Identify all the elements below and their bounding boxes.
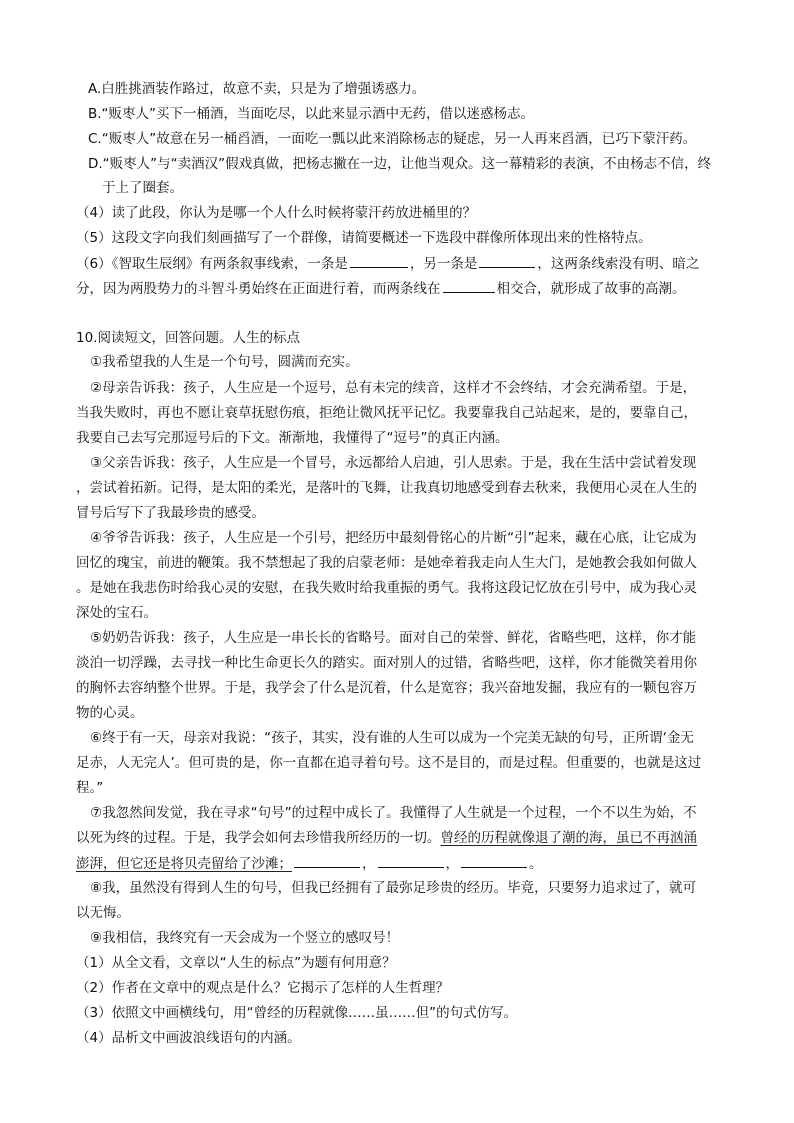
period: 。 xyxy=(529,856,543,872)
comma: ， xyxy=(445,856,459,872)
q6-text-e: 相交合，就形成了故事的高潮。 xyxy=(496,281,686,297)
paragraph-4-line-2: 回忆的瑰宝，前进的鞭策。我不禁想起了我的启蒙老师：是她牵着我走向人生大门，是她教会我如何做人 xyxy=(76,555,697,571)
paragraph-7-line-2 xyxy=(76,828,697,848)
option-a: A.白胜挑酒装作路过，故意不卖，只是为了增强诱惑力。 xyxy=(88,81,426,97)
answer-blank[interactable] xyxy=(479,253,535,268)
paragraph-4-line-3: 。是她在我悲伤时给我心灵的安慰，在我失败时给我重振的勇气。我将这段记忆放在引号中，成为我心灵 xyxy=(76,580,697,596)
option-b: B.“贩枣人”买下一桶酒，当面吃尽，以此来显示酒中无药，借以迷惑杨志。 xyxy=(88,106,535,122)
paragraph-2-line-1: ②母亲告诉我：孩子，人生应是一个逗号，总有未完的续音，这样才不会终结，才会充满希望。于是， xyxy=(90,380,697,396)
paragraph-5-line-4: 物的心灵。 xyxy=(76,705,144,721)
underlined-sentence: 曾经的历程就像退了潮的海，虽已不再汹涌 xyxy=(440,830,697,846)
paragraph-2-line-3: 我要自己去写完那逗号后的下文。渐渐地，我懂得了“逗号”的真正内涵。 xyxy=(76,430,509,446)
paragraph-5-line-1: ⑤奶奶告诉我：孩子，人生应是一串长长的省略号。面对自己的荣誉、鲜花，省略些吧，这样，你才能 xyxy=(90,630,697,646)
paragraph-3-line-2: ，尝试着拓新。记得，是太阳的柔光，是落叶的飞舞，让我真切地感受到春去秋来，我便用心灵在人生的 xyxy=(76,480,697,496)
underlined-sentence-end: 澎湃，但它还是将贝壳留给了沙滩； xyxy=(76,856,292,872)
paragraph-8-line-2: 以无悔。 xyxy=(76,905,130,921)
q6-text-c: ，这两条线索没有明、暗之 xyxy=(537,256,700,272)
paragraph-9: ⑨我相信，我终究有一天会成为一个竖立的感叹号！ xyxy=(90,930,400,946)
paragraph-3-line-1: ③父亲告诉我：孩子，人生应是一个冒号，永远都给人启迪，引人思索。于是，我在生活中尝试着发现 xyxy=(90,455,697,471)
answer-blank[interactable] xyxy=(461,853,527,868)
comma: ， xyxy=(362,856,376,872)
q6-text-d: 分，因为两股势力的斗智斗勇始终在正面进行着，而两条线在 xyxy=(76,281,441,297)
paragraph-5-line-3: 的胸怀去容纳整个世界。于是，我学会了什么是沉着，什么是宽容；我兴奋地发掘，我应有的一颗包容万 xyxy=(76,680,697,696)
sub-question-1: （1）从全文看，文章以“人生的标点”为题有何用意？ xyxy=(76,955,396,971)
question-9-5: （5）这段文字向我们刻画描写了一个群像，请简要概述一下选段中群像所体现出来的性格特点。 xyxy=(76,230,652,246)
paragraph-6-line-1: ⑥终于有一天，母亲对我说：“孩子，其实，没有谁的人生可以成为一个完美无缺的句号，正所谓‘金无 xyxy=(90,730,694,746)
question-9-4: （4）读了此段，你认为是哪一个人什么时候将蒙汗药放进桶里的？ xyxy=(76,205,477,221)
answer-blank[interactable] xyxy=(294,853,360,868)
question-9-6-line-2 xyxy=(76,278,686,299)
option-d-line-1: D.“贩枣人”与“卖酒汉”假戏真做，把杨志撇在一边，让他当观众。这一幕精彩的表演，不由杨志不信，终 xyxy=(88,156,712,172)
question-10-heading: 10.阅读短文，回答问题。人生的标点 xyxy=(76,330,300,346)
answer-blank[interactable] xyxy=(350,253,408,268)
paragraph-4-line-4: 深处的宝石。 xyxy=(76,605,157,621)
sub-question-4: （4）品析文中画波浪线语句的内涵。 xyxy=(76,1030,301,1046)
paragraph-6-line-3: 程。” xyxy=(76,780,104,796)
paragraph-7-line-3 xyxy=(76,853,543,874)
q6-text-b: ，另一条是 xyxy=(409,256,478,272)
answer-blank[interactable] xyxy=(378,853,444,868)
option-c: C.“贩枣人”故意在另一桶舀酒，一面吃一瓢以此来消除杨志的疑虑，另一人再来舀酒，已巧下蒙汗药。 xyxy=(88,131,697,147)
paragraph-8-line-1: ⑧我，虽然没有得到人生的句号，但我已经拥有了最弥足珍贵的经历。毕竟，只要努力追求过了，就可 xyxy=(90,880,697,896)
q6-text-a: （6）《智取生辰纲》有两条叙事线索，一条是 xyxy=(76,256,348,272)
option-d-line-2: 于上了圈套。 xyxy=(102,180,183,196)
paragraph-7-text: 以死为终的过程。于是，我学会如何去珍惜我所经历的一切。 xyxy=(76,830,441,846)
sub-question-3: （3）依照文中画横线句，用“曾经的历程就像……虽……但”的句式仿写。 xyxy=(76,1005,518,1021)
paragraph-5-line-2: 淡泊一切浮躁，去寻找一种比生命更长久的踏实。面对别人的过错，省略些吧，这样，你才能微笑着用你 xyxy=(76,655,697,671)
paragraph-7-line-1: ⑦我忽然间发觉，我在寻求“句号”的过程中成长了。我懂得了人生就是一个过程，一个不以生为始，不 xyxy=(90,805,697,821)
paragraph-6-line-2: 足赤，人无完人’。但可贵的是，你一直都在追寻着句号。这不是目的，而是过程。但重要的，也就是这过 xyxy=(76,755,702,771)
paragraph-1: ①我希望我的人生是一个句号，圆满而充实。 xyxy=(90,354,359,370)
paragraph-3-line-3: 冒号后写下了我最珍贵的感受。 xyxy=(76,505,265,521)
answer-blank[interactable] xyxy=(443,278,495,293)
sub-question-2: （2）作者在文章中的观点是什么？它揭示了怎样的人生哲理？ xyxy=(76,980,450,996)
paragraph-2-line-2: 当我失败时，再也不愿让衰草抚慰伤痕，拒绝让微风抚平记忆。我要靠我自己站起来，是的，要靠自己， xyxy=(76,405,697,421)
question-9-6-line-1 xyxy=(76,253,699,274)
paragraph-4-line-1: ④爷爷告诉我：孩子，人生应是一个引号，把经历中最刻骨铭心的片断“引”起来，藏在心底，让它成为 xyxy=(90,530,697,546)
